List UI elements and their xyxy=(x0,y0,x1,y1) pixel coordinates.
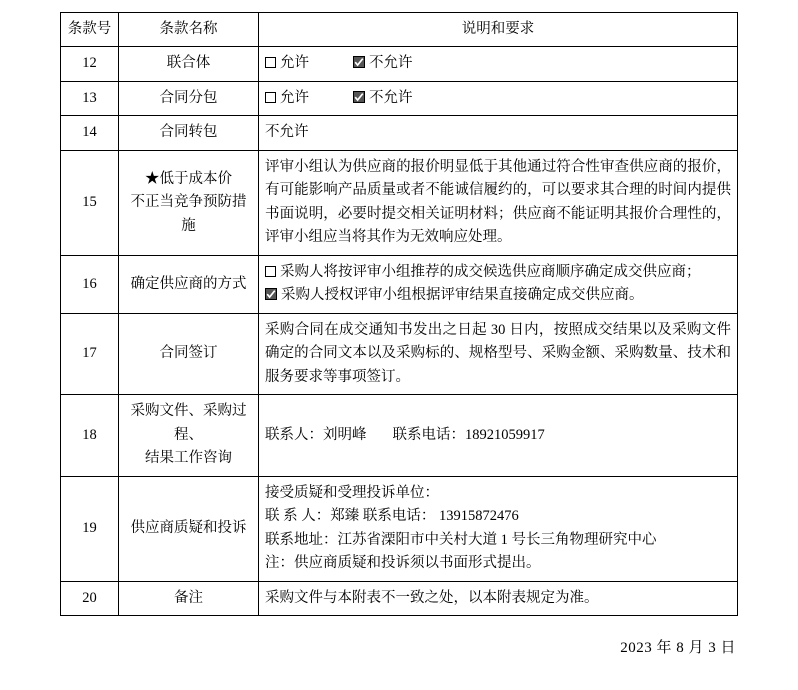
checkbox-checked-icon[interactable] xyxy=(353,56,365,68)
row-description xyxy=(259,476,738,581)
table-row xyxy=(61,255,738,313)
table-row xyxy=(61,581,738,615)
contact-phone-label: 联系电话： xyxy=(392,426,465,443)
table-row xyxy=(61,313,738,394)
row-no: 17 xyxy=(61,313,119,394)
document-date: 2023 年 8 月 3 日 xyxy=(620,640,736,656)
contact-phone-value: 18921059917 xyxy=(465,426,545,443)
row-no: 18 xyxy=(61,395,119,476)
table-row xyxy=(61,476,738,581)
header-description: 说明和要求 xyxy=(259,13,738,47)
row-no: 13 xyxy=(61,81,119,115)
row-description: 采购合同在成交通知书发出之日起 30 日内，按照成交结果以及采购文件确定的合同文本以及采购标的、规格型号、采购金额、采购数量、技术和服务要求等事项签订。 xyxy=(259,313,738,394)
table-row xyxy=(61,47,738,81)
checkbox-checked-icon[interactable] xyxy=(353,91,365,103)
row-description xyxy=(259,395,738,476)
row-description xyxy=(259,81,738,115)
complaint-line: 联 系 人：郑臻 联系电话： 13915872476 xyxy=(265,508,519,525)
row-no: 20 xyxy=(61,581,119,615)
table-header-row xyxy=(61,13,738,47)
checkbox-option[interactable] xyxy=(265,52,309,75)
row-no: 16 xyxy=(61,255,119,313)
checkbox-label: 采购人将按评审小组推荐的成交候选供应商顺序确定成交供应商； xyxy=(280,263,701,280)
row-name: 供应商质疑和投诉 xyxy=(119,476,259,581)
row-description xyxy=(259,47,738,81)
row-name: 合同签订 xyxy=(119,313,259,394)
contact-person-name: 刘明峰 xyxy=(323,426,367,443)
checkbox-option[interactable] xyxy=(265,87,309,110)
row-no: 14 xyxy=(61,116,119,150)
row-name xyxy=(119,150,259,255)
header-clause-no: 条款号 xyxy=(61,13,119,47)
row-name: 合同转包 xyxy=(119,116,259,150)
row-name-line2: 不正当竞争预防措施 xyxy=(130,194,247,234)
row-description: 不允许 xyxy=(259,116,738,150)
complaint-line: 联系地址：江苏省溧阳市中关村大道 1 号长三角物理研究中心 xyxy=(265,531,657,548)
checkbox-label: 不允许 xyxy=(369,55,413,72)
checkbox-checked-icon[interactable] xyxy=(265,288,277,300)
complaint-line: 接受质疑和受理投诉单位： xyxy=(265,484,439,501)
checkbox-option[interactable] xyxy=(265,284,731,307)
table-row xyxy=(61,395,738,476)
contact-person-label: 联系人： xyxy=(265,426,323,443)
row-name-line2: 结果工作咨询 xyxy=(145,450,232,467)
table-row xyxy=(61,150,738,255)
checkbox-label: 允许 xyxy=(280,55,309,72)
row-name-line1: 采购文件、采购过程、 xyxy=(130,403,247,443)
row-no: 15 xyxy=(61,150,119,255)
row-description: 评审小组认为供应商的报价明显低于其他通过符合性审查供应商的报价，有可能影响产品质量或者不能诚信履约的，可以要求其合理的时间内提供书面说明，必要时提交相关证明材料；供应商不能证明其报价合理性的，评审小组应当将其作为无效响应处理。 xyxy=(259,150,738,255)
checkbox-label: 采购人授权评审小组根据评审结果直接确定成交供应商。 xyxy=(281,287,644,304)
row-name xyxy=(119,395,259,476)
checkbox-unchecked-icon[interactable] xyxy=(265,92,276,103)
table-row xyxy=(61,116,738,150)
row-name: 合同分包 xyxy=(119,81,259,115)
checkbox-option[interactable] xyxy=(265,261,731,284)
checkbox-option[interactable] xyxy=(353,87,413,110)
checkbox-label: 不允许 xyxy=(369,89,413,106)
checkbox-unchecked-icon[interactable] xyxy=(265,266,276,277)
checkbox-unchecked-icon[interactable] xyxy=(265,57,276,68)
row-name: 备注 xyxy=(119,581,259,615)
row-name: 联合体 xyxy=(119,47,259,81)
table-row xyxy=(61,81,738,115)
row-description: 采购文件与本附表不一致之处，以本附表规定为准。 xyxy=(259,581,738,615)
complaint-line: 注：供应商质疑和投诉须以书面形式提出。 xyxy=(265,555,541,572)
checkbox-option[interactable] xyxy=(353,52,413,75)
row-description xyxy=(259,255,738,313)
row-no: 19 xyxy=(61,476,119,581)
row-name: 确定供应商的方式 xyxy=(119,255,259,313)
row-no: 12 xyxy=(61,47,119,81)
procurement-terms-table xyxy=(60,12,738,616)
row-name-line1: ★低于成本价 xyxy=(145,170,232,187)
header-clause-name: 条款名称 xyxy=(119,13,259,47)
checkbox-label: 允许 xyxy=(280,89,309,106)
